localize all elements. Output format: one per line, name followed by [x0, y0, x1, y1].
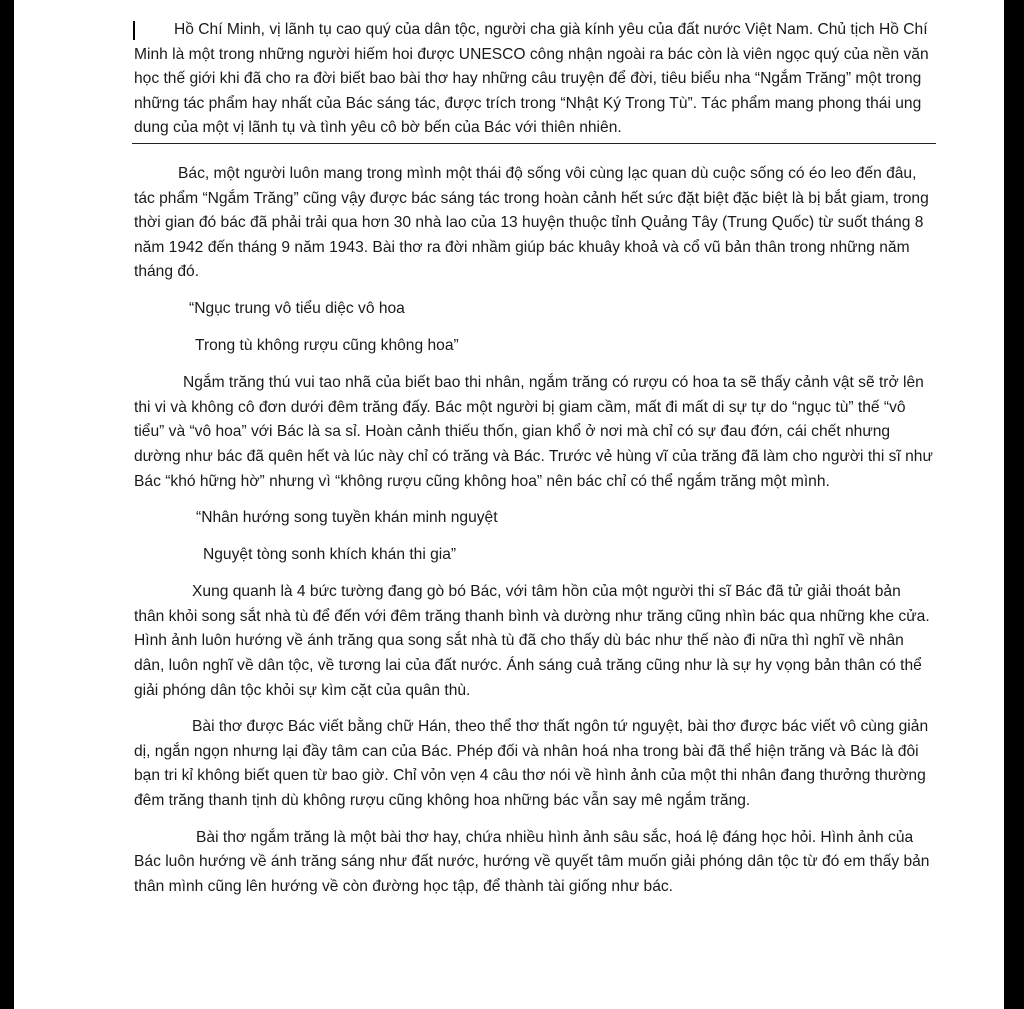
poem-quote-line-1: “Ngục trung vô tiểu diệc vô hoa [189, 299, 405, 317]
text-cursor [133, 21, 135, 40]
paragraph-context: Bác, một người luôn mang trong mình một thái độ sống vôi cùng lạc quan dù cuộc sống có éo leo đến đâu, tác phẩm “Ngắm Trăng” cũng vậy được bác sáng tác trong hoàn cảnh hết sức đặt biệt đặc biệt là bị bắt giam, trong thời gian đó bác đã phải trải qua hơn 30 nhà lao của 13 huyện thuộc tỉnh Quảng Tây (Trung Quốc) từ suốt tháng 8 năm 1942 đến tháng 9 năm 1943. Bài thơ ra đời nhầm giúp bác khuây khoả và cổ vũ bản thân trong những năm tháng đó. [134, 164, 929, 281]
paragraph-analysis-2: Xung quanh là 4 bức tường đang gò bó Bác, với tâm hồn của một người thi sĩ Bác đã tử giải thoát bản thân khỏi song sắt nhà tù để đến với đêm trăng thanh bình và dường như trăng cũng nhìn bác qua những khe cửa. Hình ảnh luôn hướng về ánh trăng qua song sắt nhà tù đã cho thấy dù bác như thế nào đi nữa thì nghĩ về nhân dân, luôn nghĩ về dân tộc, về tương lai của đất nước. Ánh sáng cuả trăng cũng như là sự hy vọng bản thân có thể giải phóng dân tộc khỏi sự kìm cặt của quân thù. [134, 583, 930, 699]
poem-quote-line-2: Trong tù không rượu cũng không hoa” [195, 336, 459, 354]
poem-quote-line-3: “Nhân hướng song tuyền khán minh nguyệt [196, 509, 498, 527]
document-page [14, 0, 1004, 1009]
paragraph-conclusion: Bài thơ ngắm trăng là một bài thơ hay, chứa nhiều hình ảnh sâu sắc, hoá lệ đáng học hỏi. Hình ảnh của Bác luôn hướng về ánh trăng sáng như đất nước, hướng về quyết tâm muốn giải phóng dân tộc từ đó em thấy bản thân mình cũng lên hướng về còn đường học tập, để thành tài giống như bác. [134, 828, 930, 895]
document-body[interactable] [134, 18, 934, 899]
paragraph-intro: Hồ Chí Minh, vị lãnh tụ cao quý của dân tộc, người cha già kính yêu của đất nước Việt Nam. Chủ tịch Hồ Chí Minh là một trong những người hiếm hoi được UNESCO công nhận ngoài ra bác còn là viên ngọc quý của nền văn học thế giới khi đã cho ra đời biết bao bài thơ hay những câu truyện để đời, tiêu biểu nha “Ngắm Trăng” một trong những tác phẩm hay nhất của Bác sáng tác, được trích trong “Nhật Ký Trong Tù”. Tác phẩm mang phong thái ung dung của một vị lãnh tụ và tình yêu cô bờ bến của Bác với thiên nhiên. [134, 21, 929, 137]
horizontal-rule [132, 143, 936, 144]
paragraph-analysis-1: Ngắm trăng thú vui tao nhã của biết bao thi nhân, ngắm trăng có rượu có hoa ta sẽ thấy cảnh vật sẽ trở lên thi vi và không cô đơn dưới đêm trăng đấy. Bác một người bị giam cầm, mất đi mất di sự tự do “ngục tù” thế “vô tiểu” và “vô hoa” với Bác là sa sỉ. Hoàn cảnh thiếu thốn, gian khổ ở nơi mà chỉ có sự đau đớn, cái chết nhưng dường như bác đã quên hết và lúc này chỉ có trăng và Bác. Trước vẻ hùng vĩ của trăng đã làm cho người thi sĩ như Bác “khó hững hờ” nhưng vì “không rượu cũng không hoa” nên bác chỉ có thể ngắm trăng một mình. [134, 374, 933, 490]
paragraph-art: Bài thơ được Bác viết bằng chữ Hán, theo thể thơ thất ngôn tứ nguyệt, bài thơ được bác viết vô cùng giản dị, ngắn ngọn nhưng lại đầy tâm can của Bác. Phép đối và nhân hoá nha trong bài đã thể hiện trăng và Bác là đôi bạn tri kỉ không biết quen từ bao giờ. Chỉ vỏn vẹn 4 câu thơ nói về hình ảnh của một thi nhân đang thưởng thường đêm trăng thanh tịnh dù không rượu cũng không hoa những bác vẫn say mê ngắm trăng. [134, 718, 929, 810]
poem-quote-line-4: Nguyệt tòng sonh khích khán thi gia” [203, 545, 457, 563]
